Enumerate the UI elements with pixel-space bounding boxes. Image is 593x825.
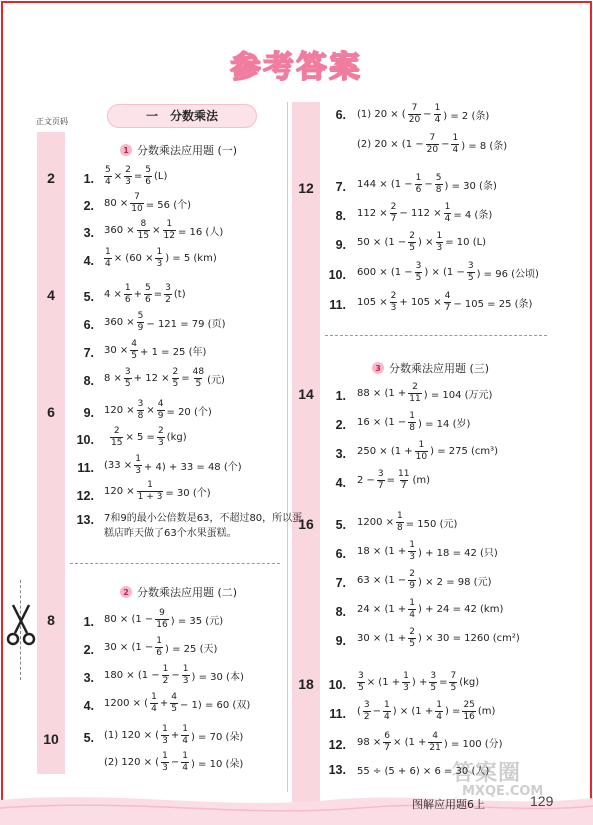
page-number-label: 正文页码 <box>36 117 68 126</box>
section-title: 分数乘法应用题 (三) <box>389 362 490 375</box>
question-number: 2. <box>83 199 94 213</box>
section-number: 3 <box>372 362 384 374</box>
question-number: 9. <box>83 406 94 420</box>
question-number: 7. <box>335 576 346 590</box>
section-heading <box>120 142 237 158</box>
question-number: 3. <box>83 671 94 685</box>
page-ref: 12 <box>298 180 314 196</box>
answer-expression: 63 × (1 − 2 9 ) × 2 = 98 (元) <box>357 569 492 591</box>
answer-expression: (2) 120 × ( 1 3 − 1 4 ) = 10 (朵) <box>104 751 244 773</box>
answer-expression: 250 × (1 + 1 10 ) = 275 (cm³) <box>357 440 499 462</box>
question-number: 6. <box>83 318 94 332</box>
answer-expression: 360 × 8 15 × 1 12 = 16 (人) <box>104 219 224 241</box>
answer-expression: 5 4 × 2 3 = 5 6 (L) <box>105 165 168 187</box>
answer-expression: 30 × 4 5 + 1 = 25 (年) <box>104 339 207 361</box>
answer-expression: 98 × 6 7 × (1 + 4 21 ) = 100 (分) <box>357 731 503 753</box>
watermark: 答案圈 <box>452 761 522 786</box>
answer-text: 7和9的最小公倍数是63，不超过80，所以蛋糕店昨天做了63个水果蛋糕。 <box>104 513 303 539</box>
page-number: 129 <box>530 793 554 809</box>
question-number: 1. <box>335 389 346 403</box>
answer-expression: ( 3 2 − 1 4 ) × (1 + 1 4 ) = 25 16 (m) <box>357 700 496 722</box>
page-ref: 6 <box>47 404 55 420</box>
section-number: 2 <box>120 586 132 598</box>
answer-expression: 1 4 × (60 × 1 3 ) = 5 (km) <box>105 247 217 269</box>
answer-expression: 180 × (1 − 1 2 − 1 3 ) = 30 (本) <box>104 664 244 686</box>
dashed-separator <box>325 335 547 336</box>
question-number: 8. <box>335 209 346 223</box>
section-heading <box>372 360 489 376</box>
answer-expression: 120 × 3 8 × 4 9 = 20 (个) <box>104 399 212 421</box>
page-title: 参考答案 <box>230 50 363 85</box>
page-ref: 10 <box>43 731 59 747</box>
answer-expression: (2) 20 × (1 − 7 20 − 1 4 ) = 8 (条) <box>357 133 508 155</box>
page-ref: 8 <box>47 612 55 628</box>
question-number: 3. <box>83 226 94 240</box>
answer-expression: 30 × (1 + 2 5 ) × 30 = 1260 (cm²) <box>357 627 520 649</box>
watermark-url: MXQE.COM <box>462 784 544 799</box>
section-number: 1 <box>120 144 132 156</box>
page-ref: 14 <box>298 386 314 402</box>
right-page-band <box>292 102 320 804</box>
answer-expression: 55 ÷ (5 + 6) × 6 = 30 (人) <box>357 766 490 777</box>
question-number: 11. <box>329 298 346 312</box>
question-number: 4. <box>83 699 94 713</box>
section-title: 分数乘法应用题 (二) <box>137 586 238 599</box>
page-ref: 2 <box>47 170 55 186</box>
question-number: 5. <box>83 731 94 745</box>
question-number: 13. <box>76 513 94 527</box>
question-number: 4. <box>83 254 94 268</box>
dashed-separator <box>70 563 280 564</box>
page-ref: 18 <box>298 676 314 692</box>
chapter-heading: 一 分数乘法 <box>107 104 257 128</box>
answer-expression: (1) 120 × ( 1 3 + 1 4 ) = 70 (朵) <box>104 724 244 746</box>
question-number: 11. <box>329 707 346 721</box>
question-number: 1. <box>83 615 94 629</box>
section-heading <box>120 584 237 600</box>
question-number: 11. <box>77 461 94 475</box>
answer-expression: 1200 × ( 1 4 + 4 5 − 1) = 60 (双) <box>104 692 251 714</box>
answer-expression: 4 × 1 6 + 5 6 = 3 2 (t) <box>104 283 186 305</box>
answer-expression: 50 × (1 − 2 5 ) × 1 3 = 10 (L) <box>357 231 487 253</box>
question-number: 3. <box>335 447 346 461</box>
answer-expression: 1200 × 1 8 = 150 (元) <box>357 511 458 533</box>
question-number: 2. <box>335 418 346 432</box>
page-ref: 4 <box>47 287 55 303</box>
left-page-band <box>37 132 65 774</box>
answer-expression: 3 5 × (1 + 1 3 ) + 3 5 = 7 5 (kg) <box>358 671 480 693</box>
question-number: 10. <box>76 433 94 447</box>
column-divider <box>287 102 288 792</box>
answer-expression: 144 × (1 − 1 6 − 5 8 ) = 30 (条) <box>357 173 497 195</box>
answer-expression: 120 × 1 1 + 3 = 30 (个) <box>104 480 211 502</box>
question-number: 7. <box>335 180 346 194</box>
answer-expression: 18 × (1 + 1 3 ) + 18 = 42 (只) <box>357 540 498 562</box>
answer-expression: 30 × (1 − 1 6 ) = 25 (天) <box>104 636 218 658</box>
question-number: 5. <box>335 518 346 532</box>
answer-expression: 24 × (1 + 1 4 ) + 24 = 42 (km) <box>357 598 504 620</box>
answer-expression: 80 × (1 − 9 16 ) = 35 (元) <box>104 608 224 630</box>
question-number: 5. <box>83 290 94 304</box>
answer-expression: 2 − 3 7 = 11 7 (m) <box>357 469 431 491</box>
question-number: 10. <box>328 268 346 282</box>
scissors-icon <box>6 603 36 647</box>
answer-expression: 80 × 7 10 = 56 (个) <box>104 192 192 214</box>
question-number: 12. <box>328 738 346 752</box>
footer-book-title: 图解应用题6上 <box>412 798 485 811</box>
answer-expression: 16 × (1 − 1 8 ) = 14 (岁) <box>357 411 471 433</box>
answer-expression: 2 15 × 5 = 2 3 (kg) <box>111 426 187 448</box>
question-number: 6. <box>335 547 346 561</box>
question-number: 9. <box>335 238 346 252</box>
question-number: 8. <box>83 374 94 388</box>
question-number: 2. <box>83 643 94 657</box>
answer-expression: (33 × 1 3 + 4) + 33 = 48 (个) <box>104 454 242 476</box>
question-number: 13. <box>328 763 346 777</box>
question-number: 4. <box>335 476 346 490</box>
question-number: 6. <box>335 108 346 122</box>
answer-expression: 600 × (1 − 3 5 ) × (1 − 3 5 ) = 96 (公顷) <box>357 261 539 283</box>
question-number: 8. <box>335 605 346 619</box>
question-number: 10. <box>328 678 346 692</box>
question-number: 7. <box>83 346 94 360</box>
answer-expression: 112 × 2 7 − 112 × 1 4 = 4 (条) <box>357 202 493 224</box>
answer-expression: 88 × (1 + 2 11 ) = 104 (万元) <box>357 382 493 404</box>
section-title: 分数乘法应用题 (一) <box>137 144 238 157</box>
answer-expression: 8 × 3 5 + 12 × 2 5 = 48 5 (元) <box>104 367 225 389</box>
question-number: 9. <box>335 634 346 648</box>
page-ref: 16 <box>298 516 314 532</box>
question-number: 1. <box>83 172 94 186</box>
answer-expression: 360 × 5 9 − 121 = 79 (页) <box>104 311 226 333</box>
question-number: 12. <box>76 489 94 503</box>
answer-expression: (1) 20 × ( 7 20 − 1 4 ) = 2 (条) <box>357 103 490 125</box>
answer-expression: 105 × 2 3 + 105 × 4 7 − 105 = 25 (条) <box>357 291 533 313</box>
